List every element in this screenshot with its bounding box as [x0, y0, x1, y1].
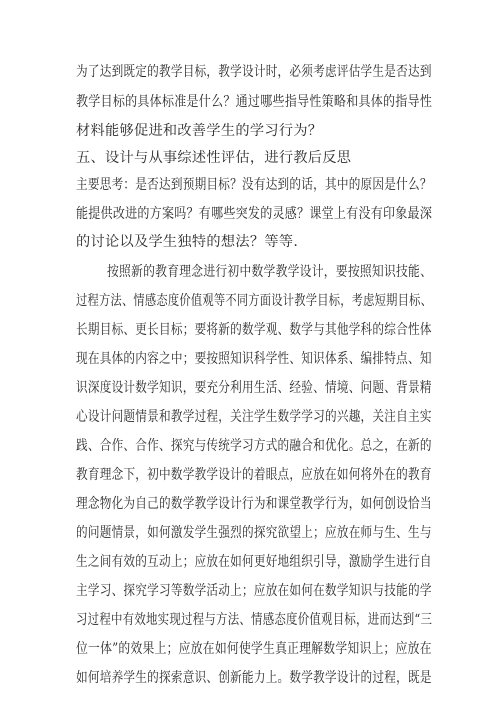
text-line: 践、合作、合作、探究与传统学习方式的融合和优化。总之，在新的 — [76, 438, 432, 454]
text-line: 心设计问题情景和教学过程，关注学生数学学习的兴趣，关注自主实 — [76, 409, 432, 425]
text-line: 生之间有效的互动上；应放在如何更好地组织引导，激励学生进行自 — [76, 554, 432, 570]
text-line: 为了达到既定的教学目标，教学设计时，必须考虑评估学生是否达到 — [76, 64, 432, 80]
text-line: 识深度设计数学知识，要充分利用生活、经验、情境、问题、背景精 — [76, 380, 432, 396]
text-line: 材料能够促进和改善学生的学习行为？ — [76, 123, 323, 139]
text-line: 习过程中有效地实现过程与方法、情感态度价值观目标，进而达到“三 — [76, 612, 433, 628]
section-heading: 五、设计与从事综述性评估，进行教后反思 — [76, 150, 352, 166]
text-line: 的问题情景，如何激发学生强烈的探究欲望上；应放在师与生、生与 — [76, 525, 432, 541]
text-line: 教学目标的具体标准是什么？通过哪些指导性策略和具体的指导性 — [76, 94, 433, 110]
text-line: 过程方法、情感态度价值观等不同方面设计教学目标，考虑短期目标、 — [76, 293, 433, 309]
text-line: 的讨论以及学生独特的想法？等等. — [76, 234, 299, 250]
text-line: 主要思考：是否达到预期目标？没有达到的话，其中的原因是什么？ — [76, 177, 432, 193]
text-line: 现在具体的内容之中；要按照知识科学性、知识体系、编排特点、知 — [76, 351, 432, 367]
text-line: 理念物化为自己的数学教学设计行为和课堂教学行为，如何创设恰当 — [76, 496, 432, 512]
text-line: 如何培养学生的探索意识、创新能力上。数学教学设计的过程，既是 — [76, 670, 432, 686]
text-line: 长期目标、更长目标；要将新的数学观、数学与其他学科的综合性体 — [76, 322, 432, 338]
text-line: 能提供改进的方案吗？有哪些突发的灵感？课堂上有没有印象最深 — [76, 206, 433, 222]
text-line: 位一体”的效果上；应放在如何使学生真正理解数学知识上；应放在 — [76, 641, 432, 657]
text-line: 主学习、探究学习等数学活动上；应放在如何在数学知识与技能的学 — [76, 583, 432, 599]
text-line: 教育理念下，初中数学教学设计的着眼点，应放在如何将外在的教育 — [76, 467, 432, 483]
paragraph-first-line: 按照新的教育理念进行初中数学教学设计，要按照知识技能、 — [107, 264, 433, 280]
